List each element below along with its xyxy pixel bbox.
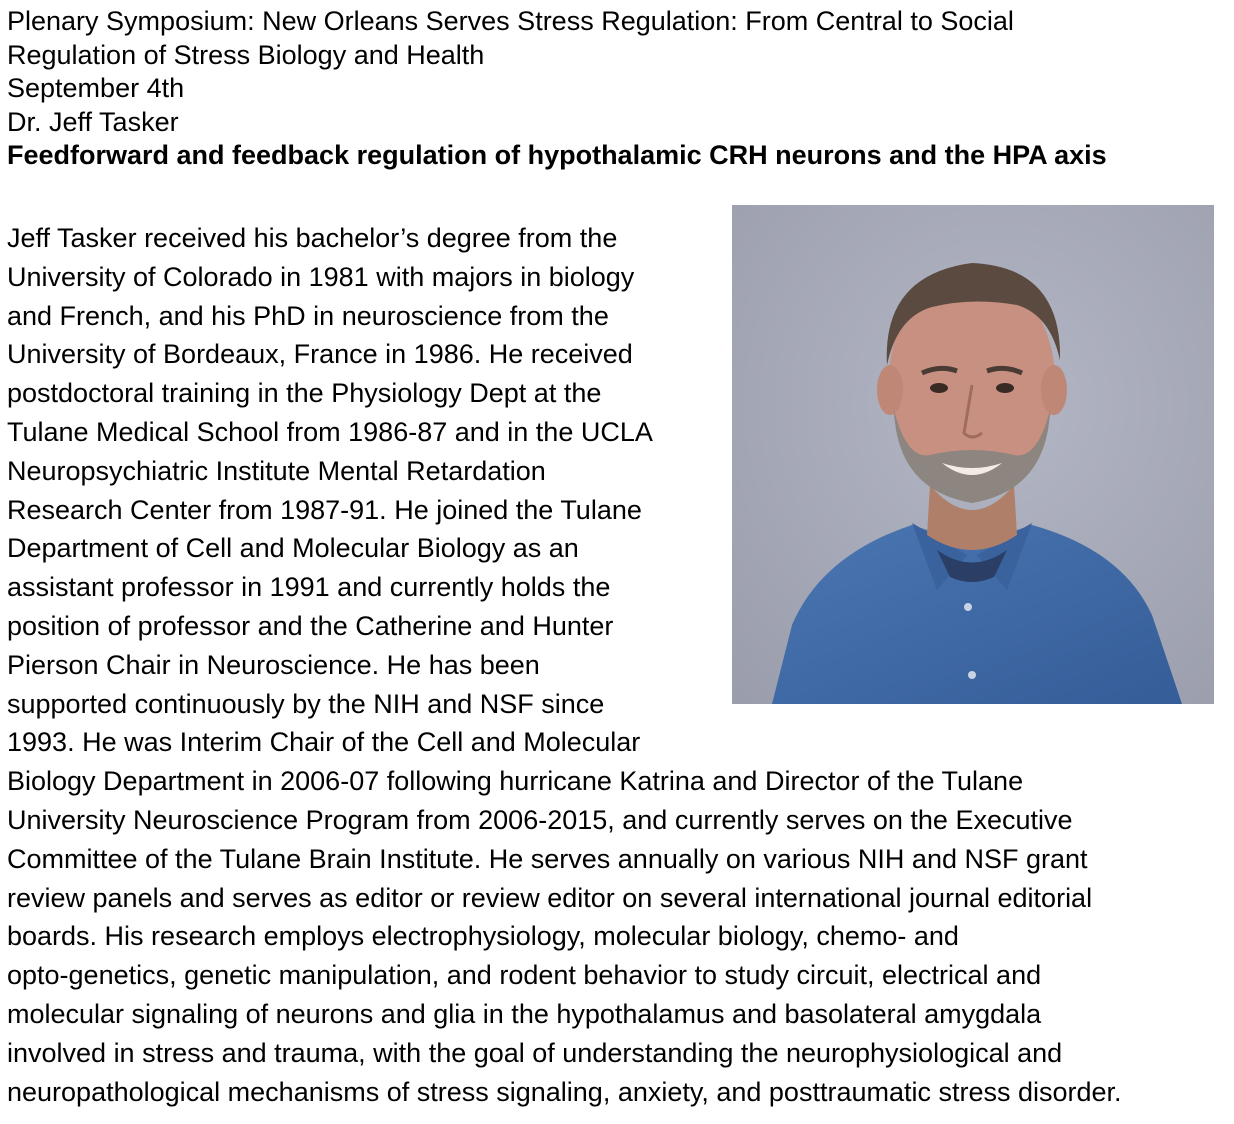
bio-line: review panels and serves as editor or review editor on several international journal editorial [7, 882, 1093, 913]
bio-line: University of Bordeaux, France in 1986. He received [7, 339, 633, 370]
bio-line: postdoctoral training in the Physiology Dept at the [7, 378, 602, 409]
bio-line: boards. His research employs electrophysiology, molecular biology, chemo- and [7, 921, 959, 952]
bio-line: Research Center from 1987-91. He joined the Tulane [7, 494, 642, 525]
talk-title: Feedforward and feedback regulation of hypothalamic CRH neurons and the HPA axis [7, 140, 1107, 170]
event-title-line-1: Plenary Symposium: New Orleans Serves Stress Regulation: From Central to Social [7, 6, 1014, 36]
bio-line: Jeff Tasker received his bachelor’s degree from the [7, 223, 618, 253]
bio-line: Pierson Chair in Neuroscience. He has been [7, 649, 540, 680]
event-title-line-2: Regulation of Stress Biology and Health [7, 39, 485, 70]
bio-line: University Neuroscience Program from 2006-2015, and currently serves on the Executive [7, 804, 1073, 835]
bio-line: Biology Department in 2006-07 following hurricane Katrina and Director of the Tulane [7, 766, 1024, 797]
bio-line: assistant professor in 1991 and currently holds the [7, 572, 611, 603]
bio-line: molecular signaling of neurons and glia in the hypothalamus and basolateral amygdala [7, 998, 1042, 1029]
speaker-bio [7, 219, 1229, 1111]
bio-line: supported continuously by the NIH and NSF since [7, 688, 605, 719]
bio-line: involved in stress and trauma, with the goal of understanding the neurophysiological and [7, 1037, 1063, 1068]
speaker-name: Dr. Jeff Tasker [7, 106, 179, 137]
document-page [7, 5, 1229, 1107]
bio-line: 1993. He was Interim Chair of the Cell and Molecular [7, 727, 641, 758]
event-date: September 4th [7, 73, 185, 103]
bio-line: Committee of the Tulane Brain Institute. He serves annually on various NIH and NSF grant [7, 843, 1088, 874]
bio-line: Neuropsychiatric Institute Mental Retardation [7, 455, 546, 486]
bio-line: and French, and his PhD in neuroscience from the [7, 300, 609, 331]
bio-line: University of Colorado in 1981 with majors in biology [7, 261, 635, 292]
bio-line: opto-genetics, genetic manipulation, and rodent behavior to study circuit, electrical and [7, 960, 1042, 991]
bio-line: Tulane Medical School from 1986-87 and in the UCLA [7, 416, 653, 447]
bio-line: neuropathological mechanisms of stress signaling, anxiety, and posttraumatic stress disorder. [7, 1076, 1122, 1107]
bio-line: position of professor and the Catherine and Hunter [7, 610, 614, 641]
bio-line: Department of Cell and Molecular Biology as an [7, 533, 579, 564]
